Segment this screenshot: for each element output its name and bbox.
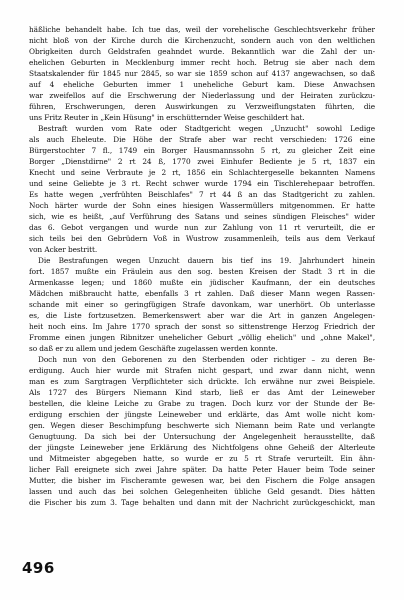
- text-line: Mädchen mißbraucht hatte, ebenfalls 3 rt zahlen. Daß dieser Mann wegen Rassen-: [29, 289, 375, 298]
- text-line: nicht bloß von der Kirche durch die Kirchenzucht, sondern auch von den weltlichen: [29, 36, 375, 45]
- text-line: fort. 1857 mußte ein Fräulein aus den sog. besten Kreisen der Stadt 3 rt in die: [29, 267, 375, 276]
- text-line: man es zum Sargtragen Verpflichteter sich drückte. Ich erwähne nur zwei Beispiele.: [29, 377, 375, 386]
- text-line: bestellen, die kleine Leiche zu Grabe zu tragen. Doch kurz vor der Stunde der Be-: [29, 399, 375, 408]
- text-line: als auch Eheleute. Die Höhe der Strafe aber war recht verschieden: 1726 eine: [29, 135, 375, 144]
- text-line: und Mitmeister abgegeben hatte, so wurde er zu 5 rt Strafe verurteilt. Ein ähn-: [29, 454, 375, 463]
- text-line: Doch nun von den Geborenen zu den Sterbenden oder richtiger – zu deren Be-: [38, 355, 375, 364]
- text-line: der jüngste Leineweber jene Erklärung des Nichtfolgens ohne Geheiß der Alterleute: [29, 443, 375, 452]
- text-line: ehelichen Geburten in Mecklenburg immer recht hoch. Betrug sie aber nach dem: [29, 58, 375, 67]
- text-line: führen, Erschwerungen, deren Auswirkungen zu Verzweiflungstaten führten, die: [29, 102, 375, 111]
- text-line: Die Bestrafungen wegen Unzucht dauern bis tief ins 19. Jahrhundert hinein: [38, 256, 375, 265]
- text-line: Bestraft wurden vom Rate oder Stadtgericht wegen „Unzucht" sowohl Ledige: [38, 124, 375, 133]
- text-line: Knecht und seine Verbraute je 2 rt, 1856 ein Schlachtergeselle bekannten Namens: [29, 168, 375, 177]
- text-line: sich, wie es heißt, „auf Verführung des Satans und seines sündigen Fleisches" wider: [29, 212, 375, 221]
- text-line: es, die Liste fortzusetzen. Bemerkenswert aber war die Art in ganzen Angelegen-: [29, 311, 375, 320]
- text-line: Armenkasse legen; und 1860 mußte ein jüdischer Kaufmann, der ein deutsches: [29, 278, 375, 287]
- text-line: das 6. Gebot vergangen und wurde nun zur Zahlung von 11 rt verurteilt, die er: [29, 223, 375, 232]
- text-line: lassen und auch das bei solchen Gelegenheiten übliche Geld gesandt. Dies hätten: [29, 487, 375, 496]
- text-line: Mutter, die bisher im Fischeramte gewesen war, bei den Fischern die Folge ansagen: [29, 476, 375, 485]
- text-line: Als 1727 des Bürgers Niemann Kind starb, ließ er das Amt der Leineweber: [29, 388, 375, 397]
- text-line: Noch härter wurde der Sohn eines hiesigen Wassermüllers mitgenommen. Er hatte: [29, 201, 375, 210]
- text-line: häßliche behandelt habe. Ich tue das, weil der vorehelische Geschlechtsverkehr früher: [29, 25, 375, 34]
- text-line: Borger „Dienstdirne" 2 rt 24 ß, 1770 zwei Einhufer Bediente je 5 rt, 1837 ein: [29, 157, 375, 166]
- text-line: erdigung. Auch hier wurde mit Strafen nicht gespart, und zwar dann nicht, wenn: [29, 366, 375, 375]
- text-line: die Fischer bis zum 3. Tage behalten und dann mit der Nachricht zurückgeschickt, man: [29, 498, 375, 507]
- text-line: war zweifellos auf die Erschwerung der Niederlassung und der Heiraten zurückzu-: [29, 91, 375, 100]
- body-text: [29, 24, 375, 508]
- text-line: von Acker bestritt.: [29, 245, 98, 254]
- text-line: schande mit einer so geringfügigen Strafe davonkam, war unerhört. Ob unterlasse: [29, 300, 375, 309]
- text-line: heit noch eins. Im Jahre 1770 sprach der sonst so sittenstrenge Herzog Friedrich der: [29, 322, 375, 331]
- text-line: so daß er zu allem und jedem Geschäfte zugelassen werden konnte.: [29, 344, 278, 353]
- text-line: erdigung erschien der jüngste Leineweber und erklärte, das Amt wolle nicht kom-: [29, 410, 375, 419]
- text-line: sich teils bei den Gebrüdern Voß in Wustrow zusammenleih, teils aus dem Verkauf: [29, 234, 375, 243]
- text-line: Obrigkeiten durch Geldstrafen geahndet wurde. Bekanntlich war die Zahl der un-: [29, 47, 375, 56]
- text-line: Bürgerstochter 7 fl., 1749 ein Borger Hausmannssohn 5 rt, zu gleicher Zeit eine: [29, 146, 375, 155]
- text-line: licher Fall ereignete sich zwei Jahre später. Da hatte Peter Hauer beim Tode seiner: [29, 465, 375, 474]
- text-line: und seine Geliebte je 3 rt. Recht schwer wurde 1794 ein Tischlerehepaar betroffen.: [29, 179, 375, 188]
- text-line: uns Fritz Reuter in „Kein Hüsung" in erschütternder Weise geschildert hat.: [29, 113, 305, 122]
- text-line: Fromme einen jungen Ribnitzer unehelicher Geburt „völlig ehelich" und „ohne Makel",: [29, 333, 375, 342]
- text-line: gen. Wegen dieser Beschimpfung beschwerte sich Niemann beim Rate und verlangte: [29, 421, 375, 430]
- text-line: auf 4 eheliche Geburten immer 1 uneheliche Geburt kam. Diese Anwachsen: [29, 80, 375, 89]
- text-line: Staatskalender für 1845 nur 2845, so war sie 1859 schon auf 4137 angewachsen, so daß: [29, 69, 375, 78]
- page-number: 496: [22, 559, 55, 577]
- text-line: Es hatte wegen „verfrühten Beischlafes" 7 rt 44 ß an das Stadtgericht zu zahlen.: [29, 190, 375, 199]
- text-line: Genugtuung. Da sich bei der Untersuchung der Angelegenheit herausstellte, daß: [29, 432, 375, 441]
